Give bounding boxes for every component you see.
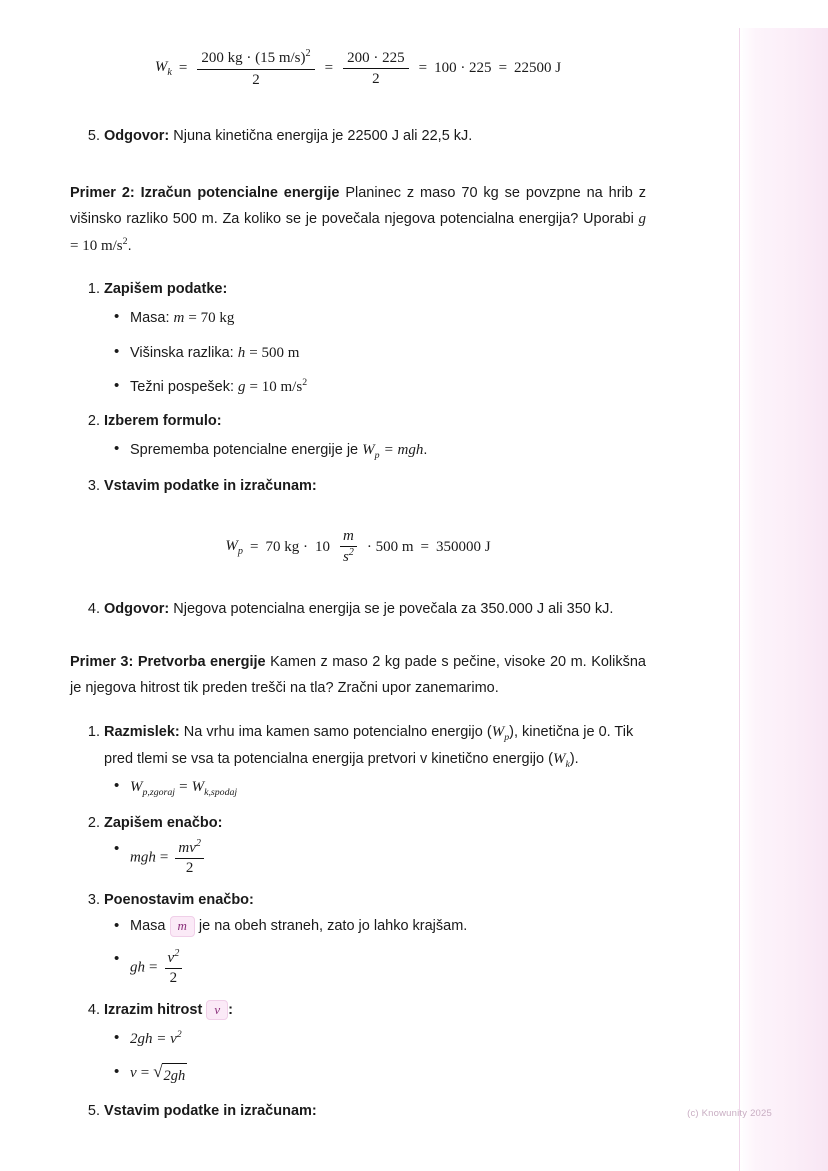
energy-balance-lhs-var: W — [130, 779, 143, 796]
gravity-var: g — [238, 378, 246, 395]
eq4-equals: = — [149, 959, 158, 976]
eq5-expr-sup: 2 — [176, 1029, 182, 1041]
example-3-body: Kamen z maso 2 kg pade s pečine, visoke 20 m. Kolikšna je njegova hitrost tik preden trešči na tla? Zračni upor zanemarimo. — [70, 654, 646, 696]
eq2-term2: 10 — [314, 538, 330, 555]
answer-2-text: Njegova potencialna energija se je povečala za 350.000 J ali 350 kJ. — [173, 600, 614, 617]
example-3-step-2-label: Zapišem enačbo: — [104, 814, 223, 831]
formula-text: Sprememba potencialne energije je — [130, 442, 359, 459]
eq2-term3: · 500 m — [366, 538, 414, 555]
mass-var: m — [173, 310, 185, 327]
eq1-lhs-var: W — [154, 59, 168, 76]
example-3-step-1-text-a: Na vrhu ima kamen samo potencialno energijo ( — [183, 723, 492, 740]
square-root-expression — [153, 1063, 187, 1088]
example-2-g-sup: 2 — [122, 235, 128, 247]
example-2-step-3 — [104, 474, 646, 499]
velocity-variable-chip[interactable]: v — [206, 1000, 228, 1021]
formula-var: W — [362, 442, 375, 459]
eq2-frac-num: m — [340, 527, 357, 547]
formula-period: . — [423, 442, 428, 459]
eq1-result: 22500 J — [514, 60, 562, 77]
eq3-num-sup: 2 — [195, 838, 201, 850]
example-2-g-value: = 10 m/s — [70, 237, 123, 254]
eq1-equals-1: = — [178, 60, 188, 77]
eq6-equals: = — [140, 1065, 150, 1082]
eq3-fraction — [175, 838, 204, 878]
eq2-result: 350000 J — [436, 538, 491, 555]
example-3-step-1-text-b: ), kinetična je 0. Tik pred tlemi se vsa ta potencialna energija pretvori v kinetično energijo ( — [104, 723, 634, 768]
eq1-fraction-2 — [343, 49, 409, 90]
eq1-equals-4: = — [498, 60, 508, 77]
list-item — [130, 948, 646, 988]
example-2-step-1-bullets — [104, 306, 646, 399]
example-3-step-1 — [104, 719, 646, 801]
answer-2-label: Odgovor: — [104, 600, 170, 617]
eq1-num1-sup: 2 — [305, 48, 311, 59]
example-3-step-2 — [104, 811, 646, 878]
list-item — [130, 341, 646, 365]
example-2-g-var: g — [638, 211, 646, 228]
eq4-num-sup: 2 — [174, 948, 180, 960]
example-3-title: Primer 3: Pretvorba energije — [70, 654, 266, 671]
eq6-radicand: 2gh — [162, 1063, 188, 1088]
formula-var-sub: p — [374, 450, 380, 462]
height-label: Višinska razlika: — [130, 344, 234, 361]
eq1-num2: 200 · 225 — [343, 49, 409, 70]
eq6-lhs: v — [130, 1065, 137, 1082]
eq2-units-fraction — [340, 527, 357, 567]
example-3-steps — [70, 719, 646, 1124]
list-item — [130, 438, 646, 464]
kinetic-energy-equation — [70, 48, 646, 90]
gravity-value-sup: 2 — [302, 376, 308, 388]
simplify-text-a: Masa — [130, 918, 166, 935]
formula-rhs: = mgh — [383, 442, 424, 459]
example-3-step-4-bullets — [104, 1027, 646, 1088]
eq1-num1: 200 kg · (15 m/s) — [201, 50, 306, 66]
example-2-step-1-label: Zapišem podatke: — [104, 281, 228, 297]
example-3-step-4 — [104, 998, 646, 1089]
height-var: h — [237, 344, 246, 361]
potential-energy-equation — [70, 527, 646, 567]
eq2-equals-2: = — [420, 538, 430, 555]
eq2-lhs-sub: p — [237, 545, 243, 557]
list-item — [130, 306, 646, 330]
list-item — [130, 775, 646, 801]
example-3-wp-sub: p — [504, 731, 510, 743]
answer-1-item — [104, 124, 646, 149]
decorative-side-strip-divider — [739, 28, 740, 1171]
eq2-term1: 70 kg · — [265, 538, 308, 555]
example-2-step-1 — [104, 277, 646, 399]
gravity-label: Težni pospešek: — [130, 378, 234, 395]
example-3-step-1-label: Razmislek: — [104, 723, 180, 740]
example-3-step-2-bullets — [104, 838, 646, 878]
mass-value: = 70 kg — [188, 310, 235, 327]
list-item — [130, 915, 646, 938]
eq4-den: 2 — [169, 970, 178, 987]
eq1-term3: 100 · 225 — [434, 60, 492, 77]
answer-2-item — [104, 597, 646, 622]
gravity-value: = 10 m/s — [249, 378, 303, 395]
list-item — [130, 838, 646, 878]
height-value: = 500 m — [249, 344, 300, 361]
list-item — [130, 375, 646, 399]
eq1-equals-3: = — [418, 60, 428, 77]
example-3-wk-sub: k — [565, 759, 570, 770]
energy-balance-lhs-sub: p,zgoraj — [142, 787, 176, 799]
eq2-lhs-var: W — [225, 537, 238, 554]
example-3-step-5-label: Vstavim podatke in izračunam: — [104, 1102, 317, 1119]
eq1-den2: 2 — [372, 71, 380, 88]
example-2-step-2-bullets — [104, 438, 646, 464]
example-2-title: Primer 2: Izračun potencialne energije — [70, 184, 340, 201]
eq3-num: mv — [178, 840, 196, 857]
example-3-step-3 — [104, 888, 646, 988]
eq4-lhs: gh — [130, 959, 145, 976]
answer-1-list — [70, 124, 646, 149]
eq2-equals-1: = — [249, 538, 259, 555]
mass-label: Masa: — [130, 310, 170, 327]
eq1-fraction-1 — [197, 48, 314, 90]
example-3-step-1-bullets — [104, 775, 646, 801]
example-2-step-2-label: Izberem formulo: — [104, 412, 222, 429]
eq4-num: v — [167, 950, 175, 967]
eq2-frac-den: s — [342, 549, 349, 566]
eq1-den1: 2 — [252, 71, 260, 88]
list-item — [130, 1061, 646, 1088]
decorative-side-strip — [740, 28, 828, 1171]
example-2-paragraph — [70, 181, 646, 259]
eq3-equals: = — [159, 849, 169, 866]
example-2-step-2 — [104, 409, 646, 464]
answer-1-text: Njuna kinetična energija je 22500 J ali 22,5 kJ. — [173, 127, 473, 144]
example-2-period: . — [127, 237, 132, 254]
example-3-wp-var: W — [491, 723, 505, 740]
answer-1-label: Odgovor: — [104, 127, 170, 144]
example-3-step-3-bullets — [104, 915, 646, 988]
eq5-expr: 2gh = v — [130, 1031, 177, 1048]
eq4-fraction — [165, 948, 183, 988]
example-3-step-4-label: Izrazim hitrost — [104, 1001, 203, 1018]
eq1-lhs-sub: k — [167, 67, 172, 79]
example-3-step-1-text-c: ). — [569, 751, 579, 768]
copyright-watermark: (c) Knowunity 2025 — [687, 1108, 772, 1119]
example-3-paragraph — [70, 650, 646, 701]
example-2-step-3-label: Vstavim podatke in izračunam: — [104, 477, 317, 494]
energy-balance-rhs-var: W — [191, 779, 205, 796]
eq3-den: 2 — [185, 860, 194, 877]
mass-variable-chip[interactable]: m — [170, 916, 195, 937]
document-content — [70, 0, 646, 1130]
example-3-wk-var: W — [552, 751, 566, 768]
list-item — [130, 1027, 646, 1051]
radical-symbol: √ — [153, 1062, 163, 1082]
energy-balance-equals: = — [179, 779, 188, 796]
top-spacer — [70, 0, 646, 26]
simplify-text-b: je na obeh straneh, zato jo lahko krajšam. — [198, 918, 468, 935]
eq1-equals-2: = — [324, 60, 334, 77]
answer-2-list — [70, 597, 646, 622]
example-2-steps — [70, 277, 646, 499]
example-2-body: Planinec z maso 70 kg se povzpne na hrib z višinsko razliko 500 m. Za koliko se je povečala njegova potencialna energija? Uporabi — [70, 184, 646, 228]
example-3-step-5 — [104, 1099, 646, 1124]
energy-balance-rhs-sub: k,spodaj — [204, 787, 238, 799]
example-3-step-4-colon: : — [228, 1001, 233, 1018]
eq2-frac-den-sup: 2 — [348, 547, 354, 559]
eq3-lhs: mgh — [130, 849, 156, 866]
example-3-step-3-label: Poenostavim enačbo: — [104, 891, 254, 908]
